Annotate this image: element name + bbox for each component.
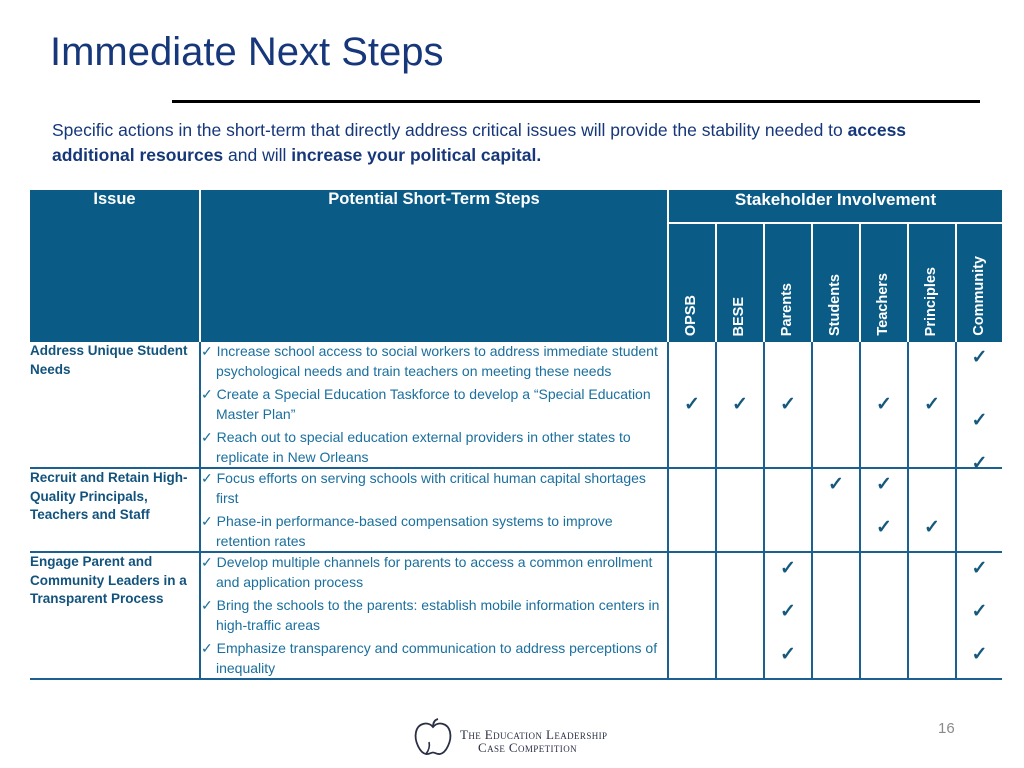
step-bullet: ✓ Reach out to special education external providers in other states to replicate in New Orleans bbox=[201, 429, 631, 465]
column-header-students-label: Students bbox=[827, 273, 843, 336]
column-header-teachers bbox=[860, 223, 908, 342]
column-group-header-stakeholder-involvement: Stakeholder Involvement bbox=[668, 190, 1002, 223]
checkmark-icon: ✓ bbox=[971, 347, 988, 368]
column-header-steps: Potential Short-Term Steps bbox=[200, 190, 668, 342]
checkmark-icon: ✓ bbox=[924, 517, 940, 538]
column-header-opsb-label: OPSB bbox=[683, 294, 699, 336]
checkmark-icon: ✓ bbox=[684, 393, 700, 415]
checkmark-icon: ✓ bbox=[876, 474, 892, 495]
checkmark-icon: ✓ bbox=[780, 558, 796, 579]
table-head bbox=[30, 190, 1002, 342]
next-steps-table bbox=[30, 190, 1002, 680]
issue-label: Address Unique Student Needs bbox=[30, 342, 200, 468]
footer-logo bbox=[412, 718, 607, 763]
mark-cell-parents bbox=[764, 468, 812, 552]
check-icon: ✓ bbox=[201, 343, 217, 359]
issue-label: Engage Parent and Community Leaders in a Transparent Process bbox=[30, 552, 200, 679]
page-title: Immediate Next Steps bbox=[50, 30, 444, 74]
step-bullet: ✓ Bring the schools to the parents: establish mobile information centers in high-traffic areas bbox=[201, 597, 660, 633]
table-body bbox=[30, 342, 1002, 679]
mark-cell-opsb bbox=[668, 342, 716, 468]
check-icon: ✓ bbox=[201, 554, 217, 570]
mark-cell-bese bbox=[716, 552, 764, 679]
mark-cell-principles bbox=[908, 342, 956, 468]
checkmark-icon: ✓ bbox=[971, 452, 988, 474]
mark-cell-students bbox=[812, 552, 860, 679]
mark-cell-teachers bbox=[860, 468, 908, 552]
check-icon: ✓ bbox=[201, 470, 217, 486]
mark-cell-principles bbox=[908, 552, 956, 679]
column-header-bese-label: BESE bbox=[731, 296, 747, 336]
subtitle-bold-2: increase your political capital. bbox=[291, 145, 542, 165]
column-header-teachers-label: Teachers bbox=[875, 273, 891, 336]
step-bullet: ✓ Increase school access to social workers to address immediate student psychological needs and train teachers on meeting these needs bbox=[201, 343, 658, 379]
mark-cell-community bbox=[956, 552, 1002, 679]
check-icon: ✓ bbox=[201, 429, 217, 445]
column-header-principles-label: Principles bbox=[923, 266, 939, 336]
mark-cell-students bbox=[812, 342, 860, 468]
check-icon: ✓ bbox=[201, 640, 217, 656]
checkmark-icon: ✓ bbox=[876, 393, 892, 415]
mark-cell-teachers bbox=[860, 342, 908, 468]
subtitle bbox=[52, 118, 952, 168]
step-bullet: ✓ Emphasize transparency and communication to address perceptions of inequality bbox=[201, 640, 658, 676]
step-bullet: ✓ Phase-in performance-based compensation systems to improve retention rates bbox=[201, 513, 613, 549]
title-divider bbox=[172, 100, 980, 103]
table-row bbox=[30, 468, 1002, 552]
check-icon: ✓ bbox=[201, 597, 217, 613]
column-header-bese bbox=[716, 223, 764, 342]
checkmark-icon: ✓ bbox=[971, 558, 988, 579]
check-icon: ✓ bbox=[201, 513, 217, 529]
mark-cell-opsb bbox=[668, 552, 716, 679]
column-header-parents-label: Parents bbox=[779, 282, 795, 336]
checkmark-icon: ✓ bbox=[780, 601, 796, 622]
column-header-issue: Issue bbox=[30, 190, 200, 342]
checkmark-icon: ✓ bbox=[924, 393, 940, 415]
mark-cell-parents bbox=[764, 342, 812, 468]
column-header-students bbox=[812, 223, 860, 342]
step-bullet: ✓ Create a Special Education Taskforce to develop a “Special Education Master Plan” bbox=[201, 386, 651, 422]
apple-icon bbox=[412, 718, 454, 763]
mark-cell-community bbox=[956, 342, 1002, 474]
page-number: 16 bbox=[938, 720, 955, 737]
subtitle-bold-1: access additional resources bbox=[52, 120, 907, 165]
mark-cell-teachers bbox=[860, 552, 908, 679]
checkmark-icon: ✓ bbox=[780, 644, 796, 665]
checkmark-icon: ✓ bbox=[971, 601, 988, 622]
column-header-community-label: Community bbox=[970, 256, 987, 336]
table-row bbox=[30, 342, 1002, 468]
checkmark-icon: ✓ bbox=[828, 474, 844, 495]
steps-list bbox=[200, 468, 668, 552]
column-header-community bbox=[956, 223, 1002, 342]
logo-text bbox=[460, 728, 607, 754]
logo-line-1: The Education Leadership bbox=[460, 726, 608, 742]
checkmark-icon: ✓ bbox=[971, 409, 988, 431]
mark-cell-opsb bbox=[668, 468, 716, 552]
steps-list bbox=[200, 342, 668, 468]
subtitle-part-1: Specific actions in the short-term that directly address critical issues will provide the stability needed to bbox=[52, 120, 848, 140]
steps-list bbox=[200, 552, 668, 679]
step-bullet: ✓ Develop multiple channels for parents to access a common enrollment and application process bbox=[201, 554, 653, 590]
column-header-parents bbox=[764, 223, 812, 342]
mark-cell-principles bbox=[908, 468, 956, 552]
issue-label: Recruit and Retain High-Quality Principals, Teachers and Staff bbox=[30, 468, 200, 552]
checkmark-icon: ✓ bbox=[732, 393, 748, 415]
column-header-principles bbox=[908, 223, 956, 342]
logo-line-2: Case Competition bbox=[478, 739, 577, 755]
mark-cell-students bbox=[812, 468, 860, 552]
checkmark-icon: ✓ bbox=[971, 644, 988, 665]
step-bullet: ✓ Focus efforts on serving schools with critical human capital shortages first bbox=[201, 470, 646, 506]
checkmark-icon: ✓ bbox=[780, 393, 796, 415]
mark-cell-bese bbox=[716, 468, 764, 552]
mark-cell-bese bbox=[716, 342, 764, 468]
mark-cell-community bbox=[956, 468, 1002, 552]
table-header-row-1 bbox=[30, 190, 1002, 223]
checkmark-icon: ✓ bbox=[876, 517, 892, 538]
check-icon: ✓ bbox=[201, 386, 217, 402]
mark-cell-parents bbox=[764, 552, 812, 679]
column-header-opsb bbox=[668, 223, 716, 342]
table-row bbox=[30, 552, 1002, 679]
subtitle-part-2: and will bbox=[223, 145, 292, 165]
